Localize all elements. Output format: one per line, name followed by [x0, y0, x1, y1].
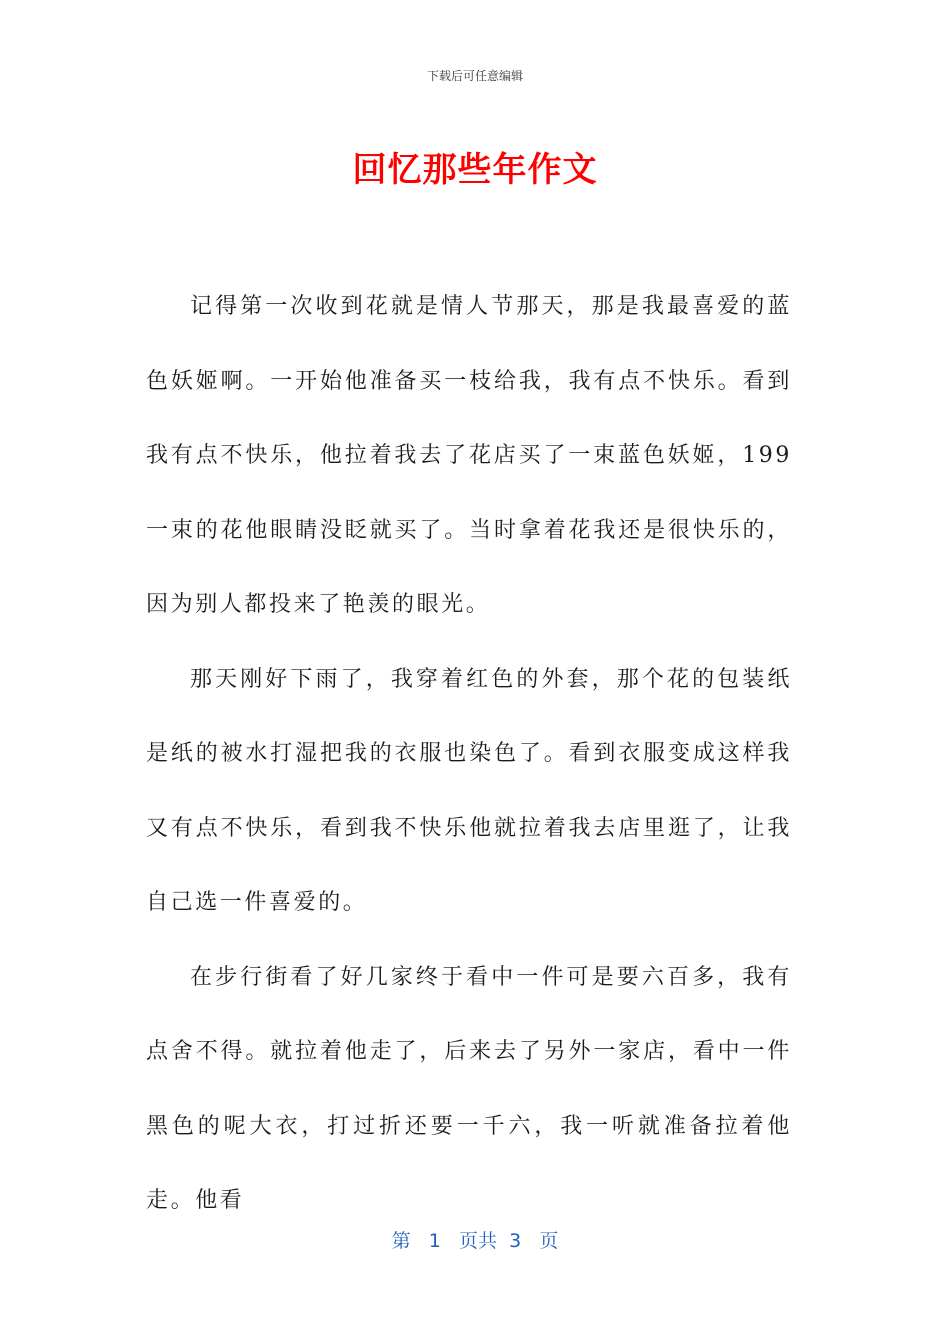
paragraph-3: 在步行街看了好几家终于看中一件可是要六百多，我有点舍不得。就拉着他走了，后来去了另外一家店，看中一件黑色的呢大衣，打过折还要一千六，我一听就准备拉着他走。他看	[146, 964, 792, 1213]
footer-label-page-of: 页共	[459, 1230, 498, 1252]
document-body	[146, 270, 792, 1239]
page-footer	[0, 1226, 950, 1253]
paragraph-1: 记得第一次收到花就是情人节那天，那是我最喜爱的蓝色妖姬啊。一开始他准备买一枝给我，我有点不快乐。看到我有点不快乐，他拉着我去了花店买了一束蓝色妖姬，199一束的花他眼睛没眨就买了。当时拿着花我还是很快乐的，因为别人都投来了艳羡的眼光。	[146, 294, 792, 617]
footer-label-page: 第	[391, 1230, 411, 1252]
footer-current-page: 1	[428, 1230, 441, 1252]
footer-label-page-end: 页	[539, 1230, 559, 1252]
page-header-note: 下载后可任意编辑	[426, 69, 523, 83]
footer-total-pages: 3	[509, 1230, 522, 1252]
paragraph-2: 那天刚好下雨了，我穿着红色的外套，那个花的包装纸是纸的被水打湿把我的衣服也染色了。看到衣服变成这样我又有点不快乐，看到我不快乐他就拉着我去店里逛了，让我自己选一件喜爱的。	[146, 666, 792, 915]
document-title: 回忆那些年作文	[352, 150, 598, 190]
